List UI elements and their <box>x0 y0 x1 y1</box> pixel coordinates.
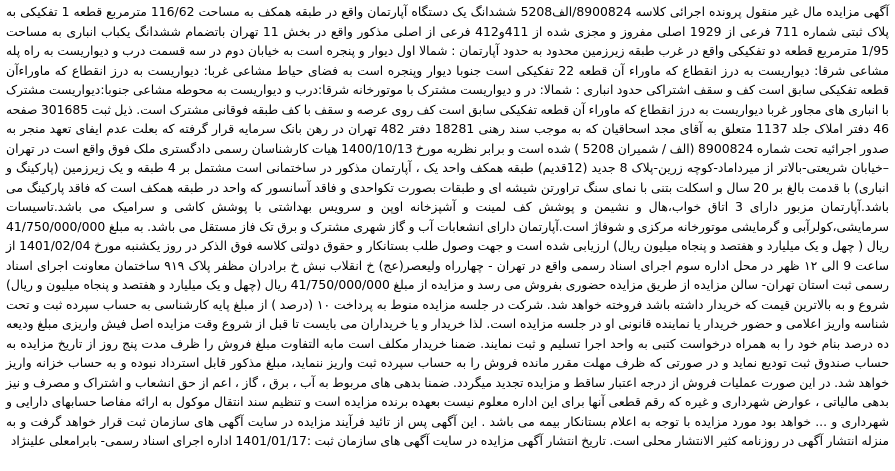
notice-body-text: آگهی مزایده مال غیر منقول پرونده اجرائی کلاسه 8900824/الف5208 ششدانگ یک دستگاه آپارتمان واقع در طبقه همکف به مساحت 116/62 مترمربع قطعه 1 تفکیکی به پلاک ثبتی شماره 711 فرعی از 1929 اصلی مفروز و مجزی شده از 411و412 فرعی از اصلی مذکور واقع در بخش 11 تهران باتضمام ششدانگ یکباب انباری به مساحت 1/95 مترمربع قطعه دو تفکیکی واقع در غرب طبقه زیرزمین محدود به حدود آپارتمان : شمالا اول دیوار و پنجره است به خیابان دوم در سه قسمت درب و دیواریست به راه پله مشاعی شرقا: دیواریست به درز انقطاع که ماوراء آن قطعه 22 تفکیکی است جنوبا دیوار وپنجره است به فضای حیاط مشاعی غربا: دیواریست به درز انقطاع که ماوراءآن قطعه تفکیکی سابق است کف و سقف اشتراکی حدود انباری : شمالا: در و دیواریست مشترک با موتورخانه شرقا:درب و دیواریست به محوطه مشاعی جنوبا:دیواریست مشترک با انباری های مجاور غربا دیواریست به درز انقطاع که ماوراء آن قطعه تفکیکی سابق است کف روی عرصه و سقف با کف طبقه فوقانی مشترک است. ذیل ثبت 301685 صفحه 46 دفتر املاک جلد 1137 متعلق به آقای مجد اسحاقیان که به موجب سند رهنی 18281 دفتر 482 تهران در رهن بانک سرمایه قرار گرفته که بعلت عدم ایفای تعهد منجر به صدور اجرائیه تحت شماره 8900824 (الف / شمیران 5208 ) شده است و برابر نظریه مورخ 1400/10/13 هیات کارشناسان رسمی دادگستری ملک فوق واقع است در تهران –خیابان شریعتی-بالاتر از میرداماد-کوچه زرین-پلاک 8 جدید (12قدیم) طبقه همکف واحد یک ، آپارتمان مذکور در ساختمانی است مشتمل بر 4 طبقه و یک زیرزمین (پارکینگ و انباری) با قدمت بالغ بر 20 سال و اسکلت بتنی با نمای سنگ تراورتن شیشه ای و طبقات بصورت تکواحدی و فاقد آسانسور که واحد در طبقه همکف است که فاقد پارکینگ می باشد.آپارتمان مزبور دارای 3 اتاق خواب،هال و نشیمن و پوشش کف لمینت و آشپزخانه اوپن و سرویس بهداشتی با پوشش کاشی و سرامیک می باشد.تاسیسات سرمایشی،کولرآبی و گرمایشی موتورخانه مرکزی و شوفاژ است.آپارتمان دارای انشعابات آب و گاز شهری مشترک و برق تک فاز مستقل می باشد. به مبلغ 41/750/000/000 ریال ( چهل و یک میلیارد و هفتصد و پنجاه میلیون ریال) ارزیابی شده است و جهت وصول طلب بستانکار و حقوق دولتی کلاسه فوق الذکر در روز یکشنبه مورخ 1401/02/04 از ساعت 9 الی ۱۲ ظهر در محل اداره سوم اجرای اسناد رسمی واقع در تهران - چهارراه ولیعصر(عج) خ انقلاب نبش خ برادران مظفر پلاک ۹۱۹ ساختمان معاونت اجرای اسناد رسمی ثبت استان تهران- سالن مزایده از طریق مزایده حضوری بفروش می رسد و مزایده از مبلغ 41/750/000/000 ریال (چهل و یک میلیارد و هفتصد و پنجاه میلیون و ریال) شروع و به بالاترین قیمت که خریدار داشته باشد فروخته خواهد شد. شرکت در جلسه مزایده منوط به پرداخت ۱۰ (درصد ) از مبلغ پایه کارشناسی به حساب سپرده ثبت و تحت شناسه واریز اعلامی و حضور خریدار یا نماینده قانونی او در جلسه مزایده است. لذا خریدار و یا خریداران می بایست تا قبل از شروع وقت مزایده اصل فیش واریزی مبلغ ودیعه ده درصد بنام خود را به همراه درخواست کتبی به واحد اجرا تسلیم و ثبت نمایند. ضمنا خریدار مکلف است مابه التفاوت مبلغ فروش را ظرف مدت پنج روز از تاریخ مزایده به حساب صندوق ثبت تودیع نماید و در صورتی که ظرف مهلت مقرر مانده فروش را به حساب سپرده ثبت واریز ننماید، مبلغ مذکور قابل استرداد نبوده و به حساب خزانه واریز خواهد شد. در این صورت عملیات فروش از درجه اعتبار ساقط و مزایده تجدید میگردد. ضمنا بدهی های مربوط به آب ، برق ، گاز ، اعم از حق انشعاب و اشتراک و مصرف و نیز بدهی مالیاتی ، عوارض شهرداری و غیره که رقم قطعی آنها برای این اداره معلوم نیست بعهده برنده مزایده است و تنظیم سند انتقال موکول به ارائه مفاصا حسابهای دارایی و شهرداری و ... خواهد بود مورد مزایده با توجه به اعلام بستانکار بیمه می باشد . این آگهی پس از تائید فرآیند مزایده در سایت آگهی های سازمان ثبت قرار خواهد گرفت و به منزله انتشار آگهی در روزنامه کثیر الانتشار محلی است. تاریخ انتشار آگهی مزایده در سایت آگهی های سازمان ثبت :1401/01/17 اداره اجرای اسناد رسمی- بابرامعلی علینژاد <box>5 4 890 448</box>
